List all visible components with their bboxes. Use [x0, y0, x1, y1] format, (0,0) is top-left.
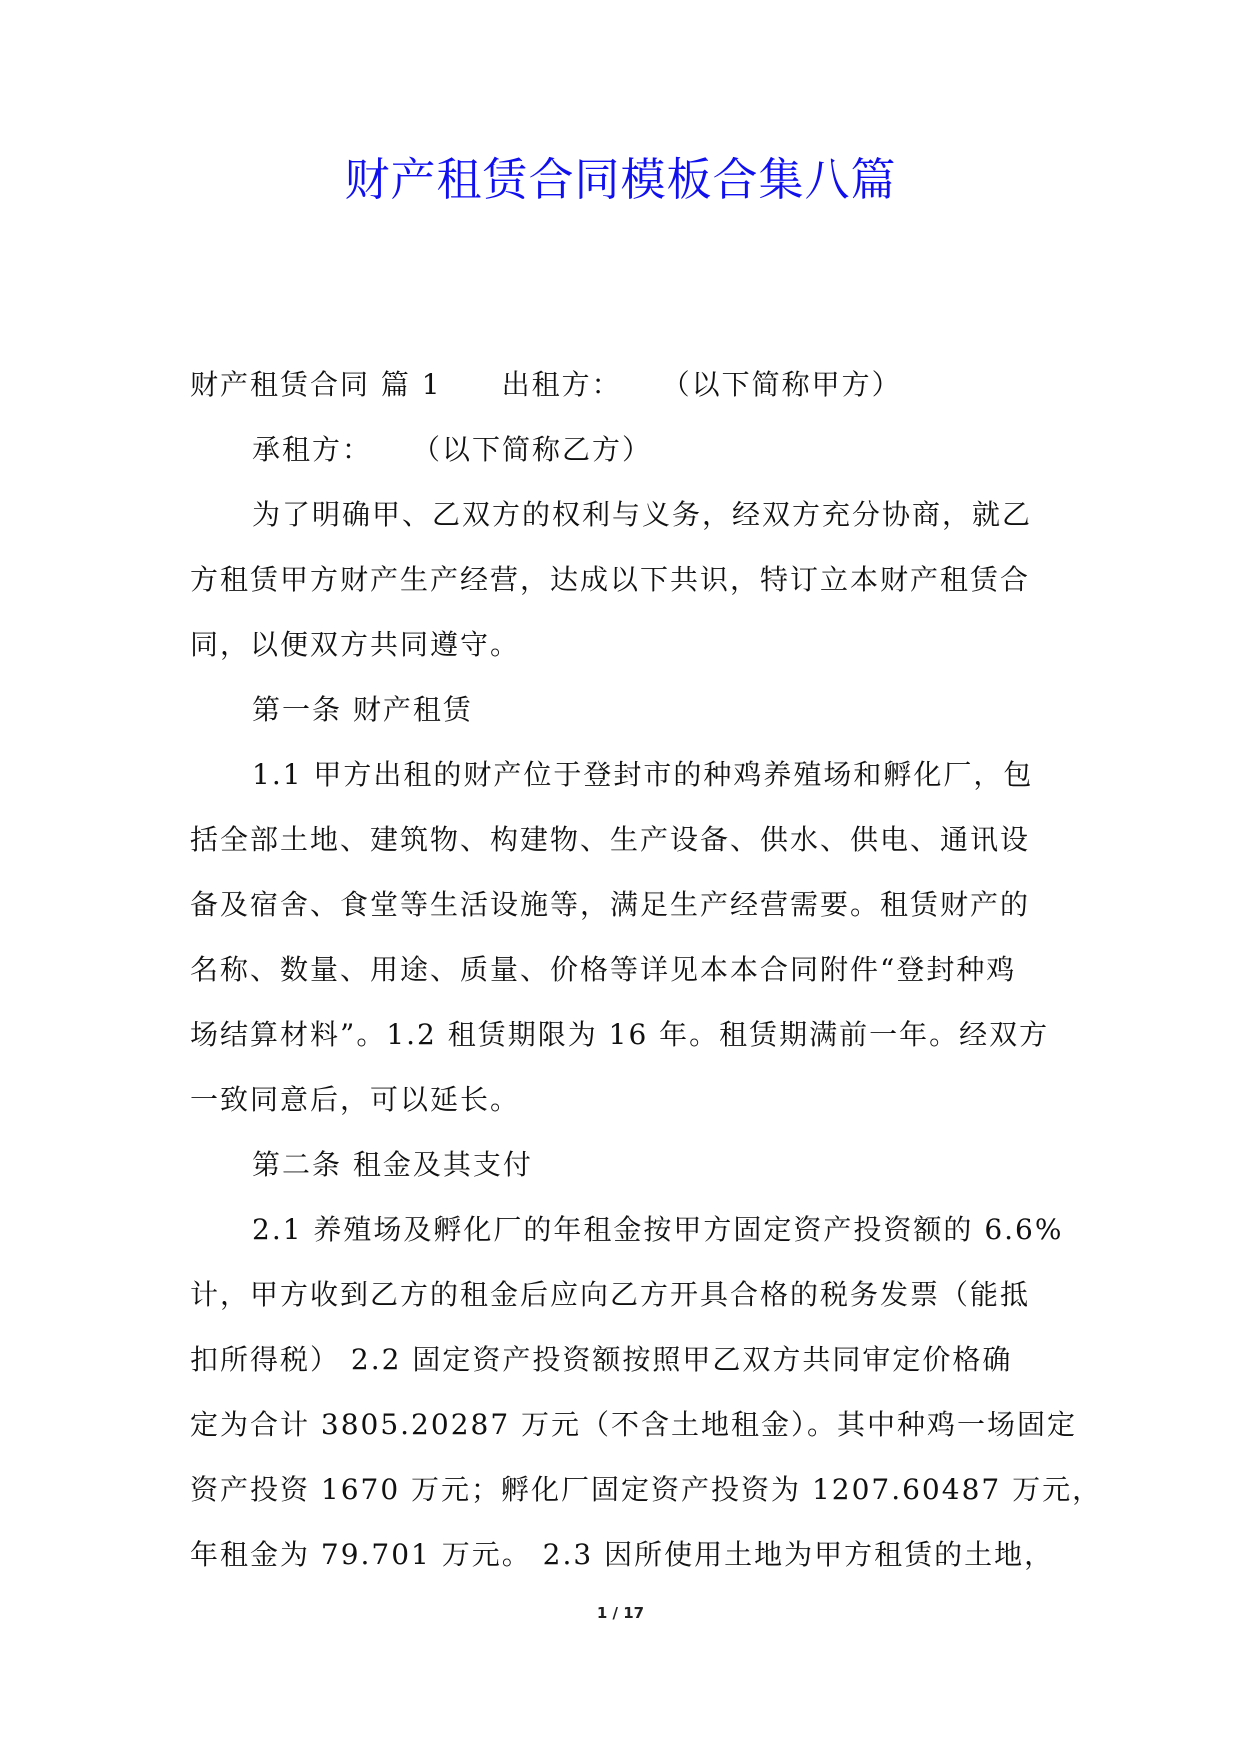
lessor-alias: （以下简称甲方）: [661, 368, 902, 401]
paragraph-line: 备及宿舍、食堂等生活设施等，满足生产经营需要。租赁财产的: [190, 888, 1031, 921]
section-heading: 第一条 财产租赁: [252, 693, 473, 726]
paragraph-line: 场结算材料”。1.2 租赁期限为 16 年。租赁期满前一年。经双方: [190, 1018, 1050, 1051]
paragraph-line: 1.1 甲方出租的财产位于登封市的种鸡养殖场和孵化厂，包: [252, 758, 1034, 791]
paragraph-line: 一致同意后，可以延长。: [190, 1083, 521, 1116]
section-heading: 第二条 租金及其支付: [252, 1148, 533, 1181]
paragraph-line: 为了明确甲、乙双方的权利与义务，经双方充分协商，就乙: [252, 498, 1033, 531]
document-body: [190, 352, 1103, 1587]
lessee-label: 承租方：: [252, 433, 373, 466]
document-title: 财产租赁合同模板合集八篇: [344, 153, 897, 206]
contract-heading: 财产租赁合同 篇 1: [190, 368, 442, 401]
lessee-alias: （以下简称乙方）: [412, 433, 653, 466]
paragraph-line: [190, 352, 1060, 417]
paragraph-line: 定为合计 3805.20287 万元（不含土地租金）。其中种鸡一场固定: [190, 1408, 1078, 1441]
page-number: 1 / 17: [596, 1604, 645, 1622]
paragraph-line: 资产投资 1670 万元；孵化厂固定资产投资为 1207.60487 万元，: [190, 1473, 1103, 1506]
paragraph-line: 2.1 养殖场及孵化厂的年租金按甲方固定资产投资额的 6.6%: [252, 1213, 1064, 1246]
paragraph-line: 扣所得税） 2.2 固定资产投资额按照甲乙双方共同审定价格确: [190, 1343, 1013, 1376]
paragraph-line: 年租金为 79.701 万元。 2.3 因所使用土地为甲方租赁的土地，: [190, 1538, 1055, 1571]
paragraph-line: 名称、数量、用途、质量、价格等详见本本合同附件“登封种鸡: [190, 953, 1017, 986]
paragraph-line: 同，以便双方共同遵守。: [190, 628, 521, 661]
paragraph-line: 计，甲方收到乙方的租金后应向乙方开具合格的税务发票（能抵: [190, 1278, 1031, 1311]
lessor-label: 出租方：: [501, 368, 622, 401]
paragraph-line: [190, 417, 1060, 482]
paragraph-line: 括全部土地、建筑物、构建物、生产设备、供水、供电、通讯设: [190, 823, 1031, 856]
paragraph-line: 方租赁甲方财产生产经营，达成以下共识，特订立本财产租赁合: [190, 563, 1031, 596]
